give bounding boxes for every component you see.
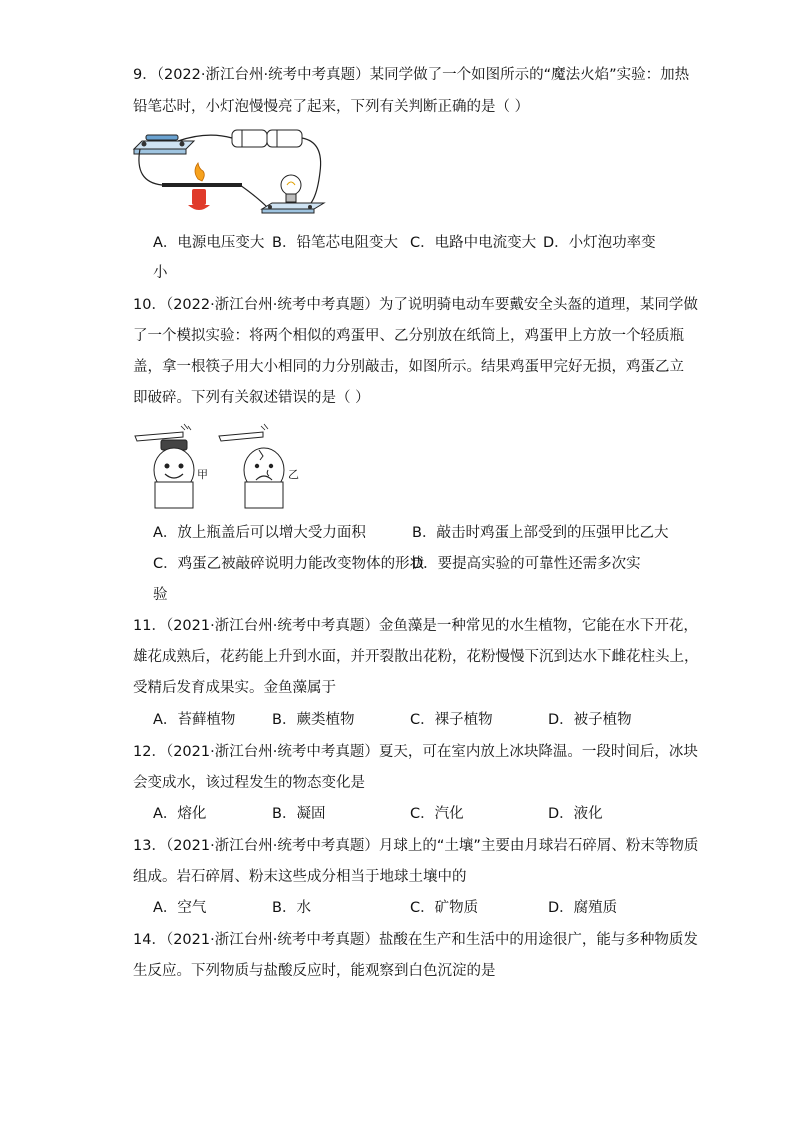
q10-line-4: 即破碎。下列有关叙述错误的是（ ）	[133, 390, 370, 406]
q10-line-2: 了一个模拟实验：将两个相似的鸡蛋甲、乙分别放在纸筒上，鸡蛋甲上方放一个轻质瓶	[133, 328, 684, 344]
q12-option-c: C．汽化	[410, 806, 464, 822]
q9-line-1: 9．（2022·浙江台州·统考中考真题）某同学做了一个如图所示的“魔法火焰”实验：加热	[133, 67, 690, 83]
q11-option-d: D．被子植物	[548, 712, 632, 728]
q10-option-b: B．敲击时鸡蛋上部受到的压强甲比乙大	[412, 525, 669, 541]
q10-line-3: 盖，拿一根筷子用大小相同的力分别敲击，如图所示。结果鸡蛋甲完好无损，鸡蛋乙立	[133, 359, 684, 375]
q9-option-b: B．铅笔芯电阻变大	[272, 235, 398, 251]
q14-line-1: 14．（2021·浙江台州·统考中考真题）盐酸在生产和生活中的用途很广，能与多种物质发	[133, 932, 698, 948]
chopstick-b	[219, 432, 263, 441]
q9-option-d-wrap: 小	[153, 265, 168, 281]
q11-option-a: A．苔藓植物	[153, 712, 236, 728]
q12-line-2: 会变成水，该过程发生的物态变化是	[133, 775, 365, 791]
q11-line-3: 受精后发育成果实。金鱼藻属于	[133, 680, 336, 696]
q10-option-d: D．要提高实验的可靠性还需多次实	[412, 556, 641, 572]
wire	[302, 138, 321, 209]
egg-label-jia: 甲	[197, 468, 208, 481]
q12-option-d: D．液化	[548, 806, 603, 822]
q9-option-a: A．电源电压变大	[153, 235, 265, 251]
paper-tube-b	[245, 482, 283, 508]
paper-tube-a	[155, 482, 193, 508]
q11-line-2: 雄花成熟后，花药能上升到水面，并开裂散出花粉，花粉慢慢下沉到达水下雌花柱头上，	[133, 649, 699, 665]
q13-option-d: D．腐殖质	[548, 900, 618, 916]
egg-label-yi: 乙	[288, 468, 299, 481]
q9-option-c: C．电路中电流变大	[410, 235, 537, 251]
q9-line-2: 铅笔芯时，小灯泡慢慢亮了起来，下列有关判断正确的是（ ）	[133, 99, 530, 115]
q9-option-d: D．小灯泡功率变	[543, 235, 656, 251]
switch-knife	[146, 135, 178, 140]
q12-line-1: 12．（2021·浙江台州·统考中考真题）夏天，可在室内放上冰块降温。一段时间后，冰块	[133, 744, 698, 760]
switch-base-side	[134, 149, 186, 154]
bulb-icon	[281, 175, 301, 195]
candle	[192, 189, 206, 205]
q13-option-a: A．空气	[153, 900, 207, 916]
pencil-lead	[162, 183, 242, 187]
q10-option-a: A．放上瓶盖后可以增大受力面积	[153, 525, 366, 541]
flame-icon	[195, 163, 204, 181]
q13-option-b: B．水	[272, 900, 311, 916]
q11-option-c: C．裸子植物	[410, 712, 493, 728]
q14-line-2: 生反应。下列物质与盐酸反应时，能观察到白色沉淀的是	[133, 963, 496, 979]
q11-line-1: 11．（2021·浙江台州·统考中考真题）金鱼藻是一种常见的水生植物，它能在水下开花，	[133, 618, 698, 634]
q13-line-2: 组成。岩石碎屑、粉末这些成分相当于地球土壤中的	[133, 869, 467, 885]
battery-1	[232, 130, 267, 147]
circuit-figure	[132, 127, 327, 219]
egg-figure	[133, 424, 313, 510]
switch-terminal	[180, 142, 185, 147]
q10-option-d-wrap: 验	[153, 587, 168, 603]
q10-line-1: 10．（2022·浙江台州·统考中考真题）为了说明骑电动车要戴安全头盔的道理，某同学做	[133, 297, 698, 313]
switch-terminal	[142, 142, 147, 147]
q13-line-1: 13．（2021·浙江台州·统考中考真题）月球上的“土壤”主要由月球岩石碎屑、粉末等物质	[133, 838, 699, 854]
q12-option-b: B．凝固	[272, 806, 326, 822]
wire	[240, 185, 267, 207]
wire	[178, 135, 232, 141]
q13-option-c: C．矿物质	[410, 900, 479, 916]
q11-option-b: B．蕨类植物	[272, 712, 355, 728]
q10-option-c: C．鸡蛋乙被敲碎说明力能改变物体的形状	[153, 556, 425, 572]
q12-option-a: A．熔化	[153, 806, 207, 822]
battery-2	[267, 130, 302, 147]
